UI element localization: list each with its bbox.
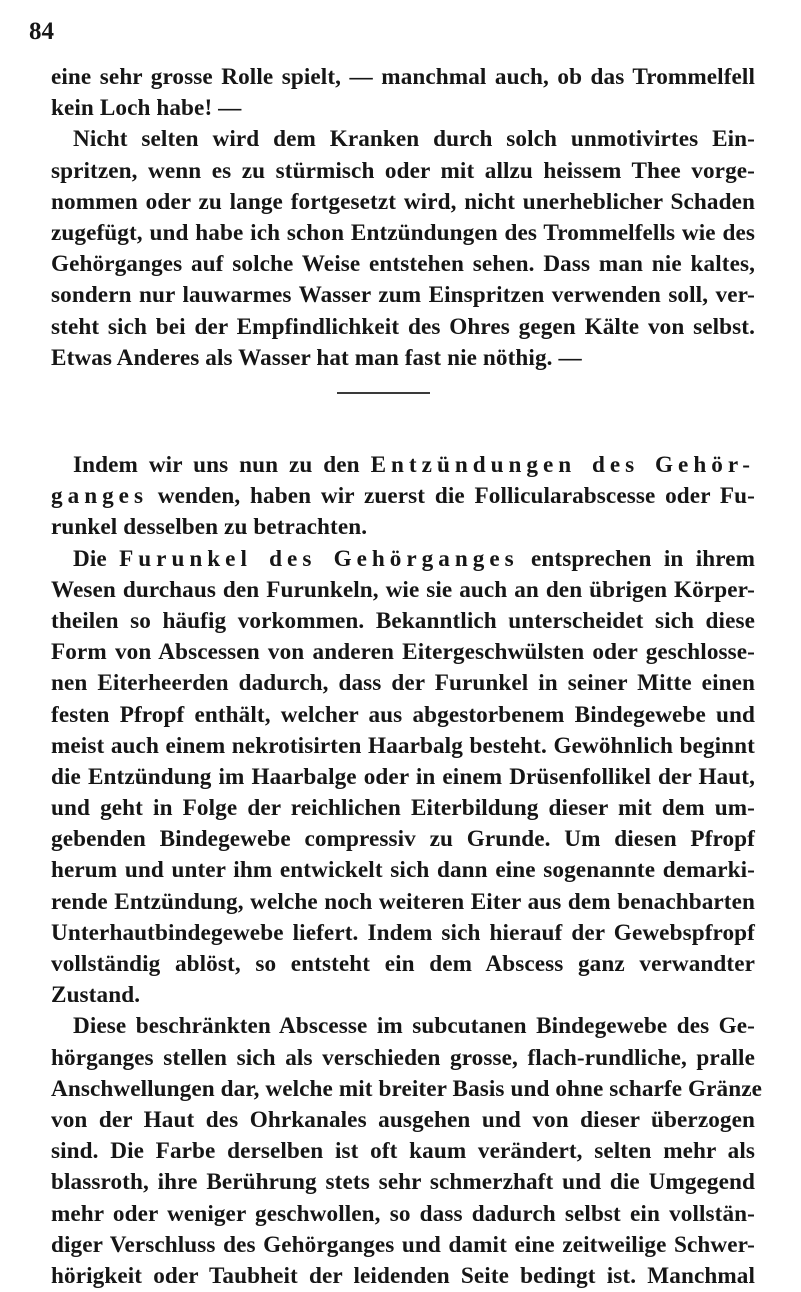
text-line: gebenden Bindegewebe compressiv zu Grunde. Um diesen Pfropf [51,826,755,853]
text-line: sind. Die Farbe derselben ist oft kaum verändert, selten mehr als [51,1138,755,1165]
text-line: die Entzündung im Haarbalge oder in einem Drüsenfollikel der Haut, [51,763,755,790]
text-line: eine sehr grosse Rolle spielt, — manchmal auch, ob das Trommelfell [51,64,755,90]
text-line: Zustand. [51,982,141,1009]
text-line: sondern nur lauwarmes Wasser zum Einspritzen verwenden soll, ver- [51,282,755,309]
text-line: mehr oder weniger geschwollen, so dass dadurch selbst ein vollstän- [51,1200,755,1227]
text-run: wenden, haben wir zuerst die Follicularabscesse oder Fu- [148,483,755,510]
text-line: nen Eiterheerden dadurch, dass der Furunkel in seiner Mitte einen [51,670,755,697]
text-line: Unterhautbindegewebe liefert. Indem sich hierauf der Gewebspfropf [51,919,755,946]
text-run: entsprechen in ihrem [518,545,756,572]
text-line: herum und unter ihm entwickelt sich dann eine sogenannte demarki- [51,857,755,884]
text-line: vollständig ablöst, so entsteht ein dem Abscess ganz verwandter [51,951,755,977]
spaced-emphasis: ganges [51,483,148,510]
text-line: von der Haut des Ohrkanales ausgehen und von dieser überzogen [51,1106,755,1133]
text-line: blassroth, ihre Berührung stets sehr schmerzhaft und die Umgegend [51,1169,755,1196]
text-line: spritzen, wenn es zu stürmisch oder mit allzu heissem Thee vorge- [51,157,755,184]
text-line: Nicht selten wird dem Kranken durch solch unmotivirtes Ein- [73,126,755,153]
text-line: und geht in Folge der reichlichen Eiterbildung dieser mit dem um- [51,795,755,822]
text-line: hörganges stellen sich als verschieden grosse, flach-rundliche, pralle [51,1044,755,1071]
section-divider [337,392,430,394]
text-line: Etwas Anderes als Wasser hat man fast nie nöthig. — [51,344,582,371]
text-line: diger Verschluss des Gehörganges und damit eine zeitweilige Schwer- [51,1231,755,1258]
text-line [51,544,755,575]
text-run: Die [73,545,120,572]
text-line: steht sich bei der Empfindlichkeit des Ohres gegen Kälte von selbst. [51,313,755,340]
text-line: Anschwellungen dar, welche mit breiter Basis und ohne scharfe Gränze [51,1075,763,1102]
paragraph-block-furuncles [51,450,763,1292]
text-line [51,450,755,481]
text-line: runkel desselben zu betrachten. [51,514,368,541]
spaced-emphasis: Entzündungen des Gehör- [370,452,755,478]
text-line: theilen so häufig vorkommen. Bekanntlich unterscheidet sich diese [51,607,755,634]
text-line: Diese beschränkten Abscesse im subcutanen Bindegewebe des Ge- [73,1013,755,1040]
paragraph-block-ear-rinsing [51,62,755,374]
text-line: Gehörganges auf solche Weise entstehen sehen. Dass man nie kaltes, [51,251,755,278]
text-line: festen Pfropf enthält, welcher aus abgestorbenem Bindegewebe und [51,701,755,728]
text-line: Wesen durchaus den Furunkeln, wie sie auch an den übrigen Körper- [51,576,755,603]
text-line: meist auch einem nekrotisirten Haarbalg besteht. Gewöhnlich beginnt [51,732,755,759]
page-number: 84 [29,18,54,45]
spaced-emphasis: Furunkel des Gehörganges [119,545,519,572]
text-line: hörigkeit oder Taubheit der leidenden Seite bedingt ist. Manchmal [51,1262,755,1289]
text-line: zugefügt, und habe ich schon Entzündungen des Trommelfells wie des [51,219,755,246]
text-line [51,481,755,512]
text-line: kein Loch habe! — [51,95,242,122]
text-line: nommen oder zu lange fortgesetzt wird, nicht unerheblicher Schaden [51,188,755,215]
text-line: Form von Abscessen von anderen Eitergeschwülsten oder geschlosse- [51,639,755,666]
text-line: rende Entzündung, welche noch weiteren Eiter aus dem benachbarten [51,888,755,915]
text-run: Indem wir uns nun zu den [73,452,371,478]
